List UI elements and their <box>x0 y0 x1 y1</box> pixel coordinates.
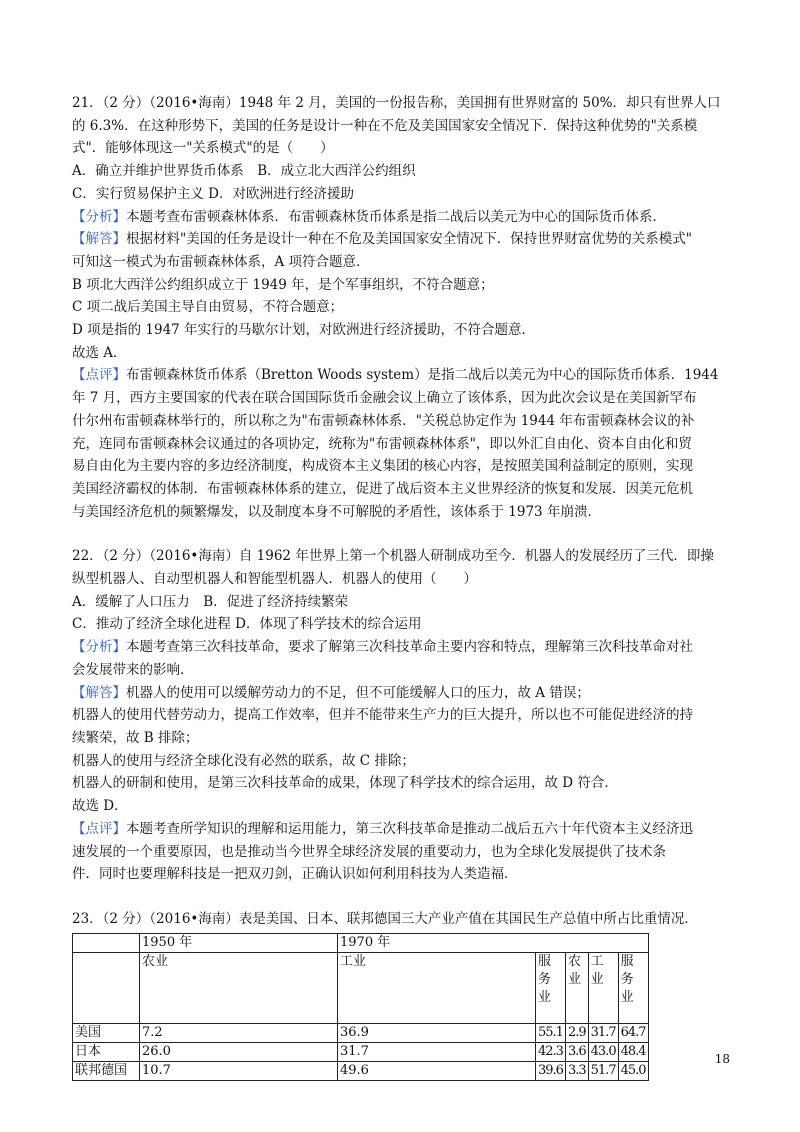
table-cell <box>73 952 140 1023</box>
table-row <box>73 1061 649 1080</box>
q21-comment <box>72 364 732 387</box>
table-cell: 31.7 <box>338 1042 536 1061</box>
q21-line: 式"．能够体现这一"关系模式"的是（ ） <box>72 140 334 157</box>
q22-comment-line: 件．同时也要理解科技是一把双刃剑，正确认识如何利用科技为人类造福． <box>72 866 518 883</box>
table-row <box>73 952 649 1023</box>
table-cell: 43.0 <box>588 1042 618 1061</box>
q22-answer-line: 机器人的使用代替劳动力，提高工作效率，但并不能带来生产力的巨大提升，所以也不可能促进经济的持 <box>72 707 693 724</box>
table-header-ind: 工业 <box>338 952 536 1023</box>
q22-answer-line: 故选 D． <box>72 798 128 815</box>
table-cell <box>73 933 140 952</box>
table-cell: 51.7 <box>588 1061 618 1080</box>
table-cell: 7.2 <box>140 1023 338 1042</box>
q21-answer-line: B 项北大西洋公约组织成立于 1949 年，是个军事组织，不符合题意； <box>72 276 494 293</box>
analysis-text: 本题考查布雷顿森林体系．布雷顿森林货币体系是指二战后以美元为中心的国际货币体系． <box>126 208 666 225</box>
question-23 <box>72 908 732 1081</box>
table-cell-country: 美国 <box>73 1023 140 1042</box>
answer-tag: 【解答】 <box>72 684 126 701</box>
q21-option-cd: C．实行贸易保护主义 D．对欧洲进行经济援助 <box>72 185 354 202</box>
q22-answer-line: 机器人的研制和使用，是第三次科技革命的成果，体现了科学技术的综合运用，故 D 符合． <box>72 775 618 792</box>
q22-line: 纵型机器人、自动型机器人和智能型机器人．机器人的使用（ ） <box>72 571 477 588</box>
table-row <box>73 933 649 952</box>
q22-comment <box>72 818 732 841</box>
q21-line: 21．（2 分）（2016•海南）1948 年 2 月，美国的一份报告称，美国拥有世界财富的 50%．却只有世界人口 <box>72 95 721 111</box>
comment-text: 本题考查所学知识的理解和运用能力，第三次科技革命是推动二战后五六十年代资本主义经济迅 <box>126 820 693 837</box>
table-cell: 39.6 <box>536 1061 566 1080</box>
table-cell: 36.9 <box>338 1023 536 1042</box>
table-cell: 48.4 <box>618 1042 648 1061</box>
q21-answer <box>72 228 732 251</box>
q22-option-cd: C．推动了经济全球化进程 D．体现了科学技术的综合运用 <box>72 616 422 633</box>
table-header-1950: 1950 年 <box>140 933 338 952</box>
table-cell: 2.9 <box>565 1023 588 1042</box>
page-number: 18 <box>714 1052 730 1066</box>
analysis-tag: 【分析】 <box>72 639 126 656</box>
comment-tag: 【点评】 <box>72 820 126 837</box>
question-21 <box>72 92 732 523</box>
industry-share-table <box>72 933 649 1081</box>
analysis-text: 本题考查第三次科技革命，要求了解第三次科技革命主要内容和特点，理解第三次科技革命对社 <box>126 639 693 656</box>
table-cell: 10.7 <box>140 1061 338 1080</box>
table-header-ind2: 工业 <box>588 952 618 1023</box>
q22-answer-line: 机器人的使用与经济全球化没有必然的联系，故 C 排除； <box>72 752 415 769</box>
q21-answer-line: 可知这一模式为布雷顿森林体系，A 项符合题意． <box>72 253 370 270</box>
table-cell: 64.7 <box>618 1023 648 1042</box>
table-row <box>73 1042 649 1061</box>
table-header-serv: 服务业 <box>536 952 566 1023</box>
table-cell: 49.6 <box>338 1061 536 1080</box>
q22-option-ab: A．缓解了人口压力 B．促进了经济持续繁荣 <box>72 593 349 610</box>
q22-answer <box>72 682 732 705</box>
q21-line: 的 6.3%．在这种形势下，美国的任务是设计一种在不危及美国国家安全情况下．保持这种优势的"关系模 <box>72 117 698 134</box>
analysis-tag: 【分析】 <box>72 208 126 225</box>
table-cell-country: 联邦德国 <box>73 1061 140 1080</box>
q21-analysis <box>72 206 732 229</box>
table-cell: 31.7 <box>588 1023 618 1042</box>
q22-comment-line: 速发展的一个重要原因，也是推动当今世界全球经济发展的重要动力，也为全球化发展提供了技术条 <box>72 843 666 860</box>
comment-text: 布雷顿森林货币体系（Bretton Woods system）是指二战后以美元为中心的国际货币体系．1944 <box>126 367 719 384</box>
table-header-serv2: 服务业 <box>618 952 648 1023</box>
q23-line: 23．（2 分）（2016•海南）表是美国、日本、联邦德国三大产业产值在其国民生产总值中所占比重情况． <box>72 910 698 927</box>
answer-tag: 【解答】 <box>72 231 126 248</box>
q21-comment-line: 年 7 月，西方主要国家的代表在联合国国际货币金融会议上确立了该体系，因为此次会议是在美国新罕布 <box>72 390 697 407</box>
answer-text: 机器人的使用可以缓解劳动力的不足，但不可能缓解人口的压力，故 A 错误； <box>126 684 590 701</box>
q21-answer-line: C 项二战后美国主导自由贸易，不符合题意； <box>72 299 344 316</box>
q21-comment-line: 易自由化为主要内容的多边经济制度，构成资本主义集团的核心内容，是按照美国利益制定的原则，实现 <box>72 458 693 475</box>
q22-answer-line: 续繁荣，故 B 排除； <box>72 729 199 746</box>
table-cell: 45.0 <box>618 1061 648 1080</box>
q21-comment-line: 充，连同布雷顿森林会议通过的各项协定，统称为"布雷顿森林体系"，即以外汇自由化、资本自由化和贸 <box>72 435 692 452</box>
q22-analysis-line: 会发展带来的影响． <box>72 661 194 678</box>
spacer <box>72 523 732 545</box>
table-header-agri2: 农业 <box>565 952 588 1023</box>
spacer <box>72 886 732 908</box>
document-page <box>72 92 732 1081</box>
q21-answer-line: D 项是指的 1947 年实行的马歇尔计划，对欧洲进行经济援助，不符合题意． <box>72 322 536 339</box>
q21-answer-line: 故选 A． <box>72 344 127 361</box>
table-cell: 42.3 <box>536 1042 566 1061</box>
answer-text: 根据材料"美国的任务是设计一种在不危及美国国家安全情况下．保持世界财富优势的关系模式" <box>126 231 692 248</box>
table-cell: 55.1 <box>536 1023 566 1042</box>
comment-tag: 【点评】 <box>72 367 126 384</box>
q21-comment-line: 与美国经济危机的频繁爆发，以及制度本身不可解脱的矛盾性，该体系于 1973 年崩溃． <box>72 503 601 520</box>
table-cell-country: 日本 <box>73 1042 140 1061</box>
q22-line: 22．（2 分）（2016•海南）自 1962 年世界上第一个机器人研制成功至今．机器人的发展经历了三代．即操 <box>72 548 714 565</box>
table-header-agri: 农业 <box>140 952 338 1023</box>
q21-comment-line: 什尔州布雷顿森林举行的，所以称之为"布雷顿森林体系．"关税总协定作为 1944 年布雷顿森林会议的补 <box>72 412 695 429</box>
table-cell: 26.0 <box>140 1042 338 1061</box>
q21-option-ab: A．确立并维护世界货币体系 B．成立北大西洋公约组织 <box>72 163 416 180</box>
table-header-1970: 1970 年 <box>338 933 649 952</box>
question-22 <box>72 545 732 886</box>
table-row <box>73 1023 649 1042</box>
q21-comment-line: 美国经济霸权的体制．布雷顿森林体系的建立，促进了战后资本主义世界经济的恢复和发展．因美元危机 <box>72 480 693 497</box>
q22-analysis <box>72 636 732 659</box>
table-cell: 3.6 <box>565 1042 588 1061</box>
table-cell: 3.3 <box>565 1061 588 1080</box>
